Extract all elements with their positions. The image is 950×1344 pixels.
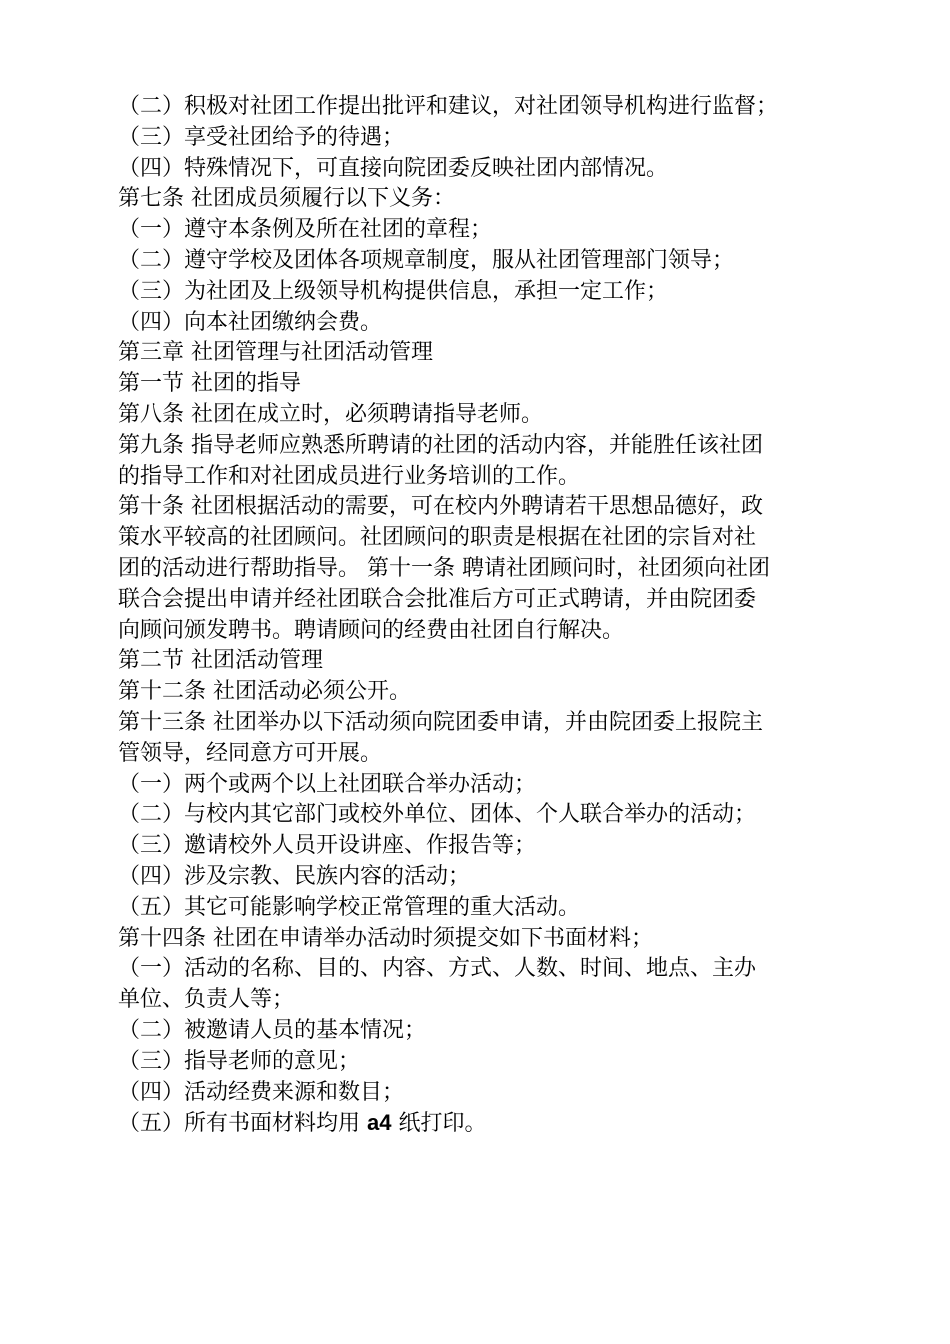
article-heading: 第十二条 社团活动必须公开。 (118, 679, 411, 705)
text-line: （四）活动经费来源和数目； (118, 1079, 405, 1105)
section-heading: 第二节 社团活动管理 (118, 648, 323, 674)
text-line: 单位、负责人等； (118, 987, 295, 1013)
article-heading: 第八条 社团在成立时，必须聘请指导老师。 (118, 401, 543, 427)
text-line: （三）邀请校外人员开设讲座、作报告等； (118, 833, 537, 859)
text-line: 向顾问颁发聘书。聘请顾问的经费由社团自行解决。 (118, 617, 625, 643)
text-line: （一）活动的名称、目的、内容、方式、人数、时间、地点、主办 (118, 956, 757, 982)
text-line: （三）为社团及上级领导机构提供信息，承担一定工作； (118, 278, 669, 304)
last-line-after: 纸打印。 (391, 1111, 487, 1137)
text-line: （一）两个或两个以上社团联合举办活动； (118, 771, 537, 797)
document-body (118, 92, 838, 1139)
text-line: 团的活动进行帮助指导。 第十一条 聘请社团顾问时，社团须向社团 (118, 555, 770, 581)
text-line: （二）被邀请人员的基本情况； (118, 1017, 427, 1043)
article-heading: 第十条 社团根据活动的需要，可在校内外聘请若干思想品德好，政 (118, 494, 763, 520)
text-line: （二）积极对社团工作提出批评和建议，对社团领导机构进行监督； (118, 94, 779, 119)
text-line: 联合会提出申请并经社团联合会批准后方可正式聘请，并由院团委 (118, 586, 757, 612)
last-line-before: （五）所有书面材料均用 (118, 1111, 367, 1137)
article-heading: 第十四条 社团在申请举办活动时须提交如下书面材料； (118, 925, 653, 951)
text-line-last (118, 1108, 838, 1139)
text-line: （四）涉及宗教、民族内容的活动； (118, 863, 471, 889)
text-line: 的指导工作和对社团成员进行业务培训的工作。 (118, 463, 581, 489)
text-line: （二）遵守学校及团体各项规章制度，服从社团管理部门领导； (118, 247, 735, 273)
article-heading: 第九条 指导老师应熟悉所聘请的社团的活动内容，并能胜任该社团 (118, 432, 763, 458)
text-line: （四）向本社团缴纳会费。 (118, 309, 383, 335)
paper-size-highlight: a4 (367, 1110, 392, 1136)
text-line: （二）与校内其它部门或校外单位、团体、个人联合举办的活动； (118, 802, 757, 828)
text-line: 管领导，经同意方可开展。 (118, 740, 383, 766)
chapter-heading: 第三章 社团管理与社团活动管理 (118, 340, 433, 366)
text-line: （一）遵守本条例及所在社团的章程； (118, 217, 493, 243)
text-line: （三）指导老师的意见； (118, 1048, 361, 1074)
article-heading: 第十三条 社团举办以下活动须向院团委申请，并由院团委上报院主 (118, 709, 763, 735)
text-line: 策水平较高的社团顾问。社团顾问的职责是根据在社团的宗旨对社 (118, 525, 757, 551)
section-heading: 第一节 社团的指导 (118, 371, 301, 397)
text-line: （三）享受社团给予的待遇； (118, 124, 405, 150)
text-line: （五）其它可能影响学校正常管理的重大活动。 (118, 894, 581, 920)
article-heading: 第七条 社团成员须履行以下义务： (118, 186, 455, 212)
text-line: （四）特殊情况下，可直接向院团委反映社团内部情况。 (118, 155, 669, 181)
